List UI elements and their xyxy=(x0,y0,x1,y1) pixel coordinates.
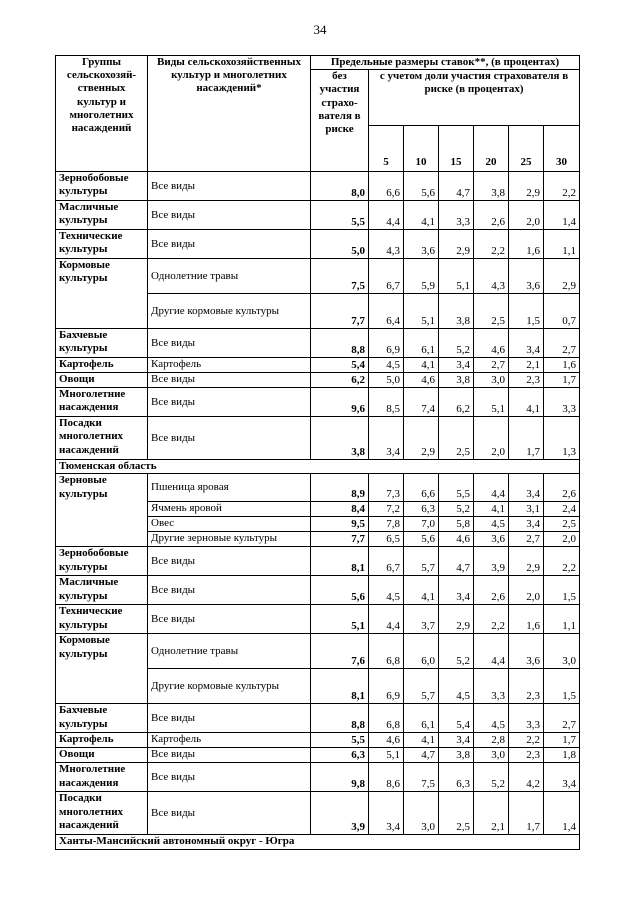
rate-share-5: 6,4 xyxy=(369,294,404,329)
table-row xyxy=(56,172,580,201)
rate-share-30: 1,5 xyxy=(544,669,580,704)
rate-share-20: 4,6 xyxy=(474,329,509,358)
rate-share-15: 3,4 xyxy=(439,576,474,605)
rate-share-10: 4,1 xyxy=(404,576,439,605)
rate-share-15: 5,4 xyxy=(439,704,474,733)
kind-name: Все виды xyxy=(148,172,311,201)
rate-share-25: 2,1 xyxy=(509,358,544,373)
kind-name: Все виды xyxy=(148,704,311,733)
rate-without-share: 8,8 xyxy=(311,329,369,358)
group-name: Картофель xyxy=(56,733,148,748)
rate-share-25: 3,3 xyxy=(509,704,544,733)
kind-name: Картофель xyxy=(148,358,311,373)
rate-without-share: 9,5 xyxy=(311,517,369,532)
header-share-25: 25 xyxy=(509,126,544,172)
rate-without-share: 7,5 xyxy=(311,259,369,294)
table-row xyxy=(56,474,580,502)
rate-share-15: 3,8 xyxy=(439,294,474,329)
rate-share-10: 5,6 xyxy=(404,172,439,201)
group-name: Зерновые культуры xyxy=(56,474,148,547)
rate-share-25: 3,4 xyxy=(509,474,544,502)
rate-share-20: 4,4 xyxy=(474,474,509,502)
kind-name: Все виды xyxy=(148,763,311,792)
rate-share-30: 2,7 xyxy=(544,329,580,358)
rate-share-5: 6,8 xyxy=(369,634,404,669)
table-body xyxy=(56,172,580,849)
rate-share-20: 4,5 xyxy=(474,517,509,532)
rate-share-30: 1,4 xyxy=(544,201,580,230)
rate-without-share: 6,2 xyxy=(311,373,369,388)
kind-name: Другие кормовые культуры xyxy=(148,669,311,704)
rate-without-share: 5,1 xyxy=(311,605,369,634)
header-share-10: 10 xyxy=(404,126,439,172)
rate-without-share: 8,8 xyxy=(311,704,369,733)
kind-name: Овес xyxy=(148,517,311,532)
group-name: Посадки многолетних насаждений xyxy=(56,792,148,835)
rate-share-15: 2,9 xyxy=(439,230,474,259)
rate-share-20: 4,4 xyxy=(474,634,509,669)
rate-share-30: 2,2 xyxy=(544,172,580,201)
rate-share-5: 4,4 xyxy=(369,605,404,634)
table-row xyxy=(56,230,580,259)
rate-without-share: 7,7 xyxy=(311,294,369,329)
rate-share-25: 3,4 xyxy=(509,329,544,358)
group-name: Масличные культуры xyxy=(56,576,148,605)
rate-share-15: 4,7 xyxy=(439,547,474,576)
rate-share-20: 4,5 xyxy=(474,704,509,733)
rate-share-15: 5,5 xyxy=(439,474,474,502)
rate-share-25: 2,9 xyxy=(509,547,544,576)
kind-name: Все виды xyxy=(148,748,311,763)
header-share-20: 20 xyxy=(474,126,509,172)
rate-without-share: 5,5 xyxy=(311,201,369,230)
rate-without-share: 9,8 xyxy=(311,763,369,792)
header-share-30: 30 xyxy=(544,126,580,172)
rate-share-15: 4,5 xyxy=(439,669,474,704)
rate-share-30: 1,7 xyxy=(544,373,580,388)
rate-share-10: 7,0 xyxy=(404,517,439,532)
rate-share-5: 5,0 xyxy=(369,373,404,388)
rate-share-15: 3,4 xyxy=(439,358,474,373)
table-row xyxy=(56,329,580,358)
rate-share-5: 3,4 xyxy=(369,417,404,460)
rate-share-25: 1,6 xyxy=(509,605,544,634)
rate-share-30: 1,4 xyxy=(544,792,580,835)
rate-without-share: 7,7 xyxy=(311,532,369,547)
rate-without-share: 5,0 xyxy=(311,230,369,259)
rate-share-30: 2,6 xyxy=(544,474,580,502)
rate-share-30: 1,1 xyxy=(544,605,580,634)
rate-share-15: 3,4 xyxy=(439,733,474,748)
rate-share-20: 3,8 xyxy=(474,172,509,201)
rate-share-15: 5,2 xyxy=(439,634,474,669)
group-name: Бахчевые культуры xyxy=(56,329,148,358)
kind-name: Все виды xyxy=(148,201,311,230)
rate-share-25: 3,6 xyxy=(509,634,544,669)
kind-name: Все виды xyxy=(148,547,311,576)
rate-share-20: 3,6 xyxy=(474,532,509,547)
kind-name: Все виды xyxy=(148,329,311,358)
group-name: Картофель xyxy=(56,358,148,373)
group-name: Кормовые культуры xyxy=(56,634,148,704)
rate-without-share: 8,1 xyxy=(311,547,369,576)
rate-share-25: 2,3 xyxy=(509,748,544,763)
kind-name: Пшеница яровая xyxy=(148,474,311,502)
rate-share-10: 2,9 xyxy=(404,417,439,460)
rate-share-30: 1,5 xyxy=(544,576,580,605)
table-row xyxy=(56,704,580,733)
rate-share-20: 2,1 xyxy=(474,792,509,835)
group-name: Многолетние насаждения xyxy=(56,763,148,792)
rate-without-share: 9,6 xyxy=(311,388,369,417)
rate-without-share: 3,9 xyxy=(311,792,369,835)
header-share-5: 5 xyxy=(369,126,404,172)
rate-share-15: 5,2 xyxy=(439,502,474,517)
rate-share-10: 4,1 xyxy=(404,358,439,373)
rate-share-10: 3,6 xyxy=(404,230,439,259)
rate-share-15: 2,5 xyxy=(439,792,474,835)
kind-name: Все виды xyxy=(148,792,311,835)
rate-share-5: 5,1 xyxy=(369,748,404,763)
rate-share-25: 1,5 xyxy=(509,294,544,329)
rate-share-25: 2,3 xyxy=(509,373,544,388)
rate-share-30: 0,7 xyxy=(544,294,580,329)
group-name: Кормовые культуры xyxy=(56,259,148,329)
kind-name: Все виды xyxy=(148,230,311,259)
rate-share-15: 4,6 xyxy=(439,532,474,547)
rate-share-15: 3,8 xyxy=(439,373,474,388)
rate-share-5: 6,7 xyxy=(369,259,404,294)
table-row xyxy=(56,763,580,792)
rate-share-25: 3,6 xyxy=(509,259,544,294)
table-row xyxy=(56,576,580,605)
rate-share-10: 3,0 xyxy=(404,792,439,835)
kind-name: Все виды xyxy=(148,373,311,388)
group-name: Технические культуры xyxy=(56,605,148,634)
rate-share-15: 3,8 xyxy=(439,748,474,763)
rate-share-25: 2,2 xyxy=(509,733,544,748)
kind-name: Все виды xyxy=(148,605,311,634)
rate-share-5: 6,7 xyxy=(369,547,404,576)
rate-share-10: 5,7 xyxy=(404,547,439,576)
rate-share-20: 2,2 xyxy=(474,605,509,634)
rate-share-20: 2,6 xyxy=(474,576,509,605)
kind-name: Все виды xyxy=(148,417,311,460)
group-name: Зернобобовые культуры xyxy=(56,547,148,576)
table-row xyxy=(56,634,580,669)
rate-share-10: 6,1 xyxy=(404,329,439,358)
rate-share-30: 1,1 xyxy=(544,230,580,259)
rate-share-25: 2,3 xyxy=(509,669,544,704)
rate-share-15: 6,3 xyxy=(439,763,474,792)
rate-share-10: 6,1 xyxy=(404,704,439,733)
rate-share-5: 6,9 xyxy=(369,329,404,358)
rate-share-5: 4,6 xyxy=(369,733,404,748)
rate-share-10: 7,4 xyxy=(404,388,439,417)
header-group: Группы сельскохозяй-ственных культур и многолетних насаждений xyxy=(56,56,148,172)
rate-without-share: 7,6 xyxy=(311,634,369,669)
kind-name: Ячмень яровой xyxy=(148,502,311,517)
rate-share-5: 3,4 xyxy=(369,792,404,835)
rate-share-30: 2,0 xyxy=(544,532,580,547)
rate-share-20: 3,0 xyxy=(474,748,509,763)
rate-share-20: 2,7 xyxy=(474,358,509,373)
rate-share-10: 4,7 xyxy=(404,748,439,763)
rate-share-20: 2,0 xyxy=(474,417,509,460)
rate-share-20: 2,8 xyxy=(474,733,509,748)
rate-share-25: 2,9 xyxy=(509,172,544,201)
rate-share-30: 1,6 xyxy=(544,358,580,373)
rate-share-20: 2,2 xyxy=(474,230,509,259)
rate-share-10: 3,7 xyxy=(404,605,439,634)
rate-share-5: 7,3 xyxy=(369,474,404,502)
rate-without-share: 5,5 xyxy=(311,733,369,748)
rate-share-5: 6,5 xyxy=(369,532,404,547)
rate-without-share: 8,0 xyxy=(311,172,369,201)
rate-share-30: 1,3 xyxy=(544,417,580,460)
rate-without-share: 6,3 xyxy=(311,748,369,763)
rate-share-15: 3,3 xyxy=(439,201,474,230)
table-row xyxy=(56,605,580,634)
group-name: Овощи xyxy=(56,748,148,763)
kind-name: Однолетние травы xyxy=(148,634,311,669)
rate-share-30: 3,4 xyxy=(544,763,580,792)
rate-share-20: 2,6 xyxy=(474,201,509,230)
header-share-15: 15 xyxy=(439,126,474,172)
table-row xyxy=(56,417,580,460)
region-row xyxy=(56,835,580,849)
rates-table xyxy=(55,55,580,850)
rate-share-15: 5,2 xyxy=(439,329,474,358)
rate-share-30: 2,4 xyxy=(544,502,580,517)
rate-share-5: 7,8 xyxy=(369,517,404,532)
rate-share-20: 4,3 xyxy=(474,259,509,294)
rate-share-5: 8,6 xyxy=(369,763,404,792)
rate-share-20: 5,2 xyxy=(474,763,509,792)
rate-share-10: 4,1 xyxy=(404,201,439,230)
table-row xyxy=(56,373,580,388)
rate-share-30: 2,2 xyxy=(544,547,580,576)
table-row xyxy=(56,388,580,417)
group-name: Масличные культуры xyxy=(56,201,148,230)
region-name: Тюменская область xyxy=(56,460,580,474)
rate-share-10: 4,1 xyxy=(404,733,439,748)
kind-name: Все виды xyxy=(148,388,311,417)
region-name: Ханты-Мансийский автономный округ - Югра xyxy=(56,835,580,849)
rate-share-15: 5,1 xyxy=(439,259,474,294)
rate-share-5: 6,9 xyxy=(369,669,404,704)
rate-share-25: 3,1 xyxy=(509,502,544,517)
table-row xyxy=(56,547,580,576)
rate-share-5: 4,5 xyxy=(369,358,404,373)
group-name: Овощи xyxy=(56,373,148,388)
rate-share-10: 6,0 xyxy=(404,634,439,669)
group-name: Технические культуры xyxy=(56,230,148,259)
rate-share-25: 1,7 xyxy=(509,792,544,835)
rate-share-5: 7,2 xyxy=(369,502,404,517)
header-with: с учетом доли участия страхователя в риске (в процентах) xyxy=(369,70,580,126)
kind-name: Однолетние травы xyxy=(148,259,311,294)
rate-without-share: 5,6 xyxy=(311,576,369,605)
group-name: Бахчевые культуры xyxy=(56,704,148,733)
kind-name: Другие кормовые культуры xyxy=(148,294,311,329)
rate-share-10: 5,9 xyxy=(404,259,439,294)
rate-without-share: 8,9 xyxy=(311,474,369,502)
rate-share-25: 3,4 xyxy=(509,517,544,532)
rate-share-5: 4,5 xyxy=(369,576,404,605)
kind-name: Картофель xyxy=(148,733,311,748)
rate-share-5: 6,6 xyxy=(369,172,404,201)
rate-share-20: 3,9 xyxy=(474,547,509,576)
group-name: Зернобобовые культуры xyxy=(56,172,148,201)
kind-name: Другие зерновые культуры xyxy=(148,532,311,547)
group-name: Многолетние насаждения xyxy=(56,388,148,417)
rate-share-30: 2,9 xyxy=(544,259,580,294)
rate-share-5: 4,3 xyxy=(369,230,404,259)
rate-without-share: 3,8 xyxy=(311,417,369,460)
page-number: 34 xyxy=(313,22,327,37)
rate-share-30: 2,7 xyxy=(544,704,580,733)
table-row xyxy=(56,358,580,373)
table-header xyxy=(56,56,580,172)
rate-share-15: 6,2 xyxy=(439,388,474,417)
rate-share-5: 4,4 xyxy=(369,201,404,230)
rate-share-20: 3,0 xyxy=(474,373,509,388)
header-kind: Виды сельскохозяйственных культур и многолетних насаждений* xyxy=(148,56,311,172)
rate-share-30: 1,8 xyxy=(544,748,580,763)
rate-share-5: 8,5 xyxy=(369,388,404,417)
rate-share-25: 1,7 xyxy=(509,417,544,460)
rate-without-share: 5,4 xyxy=(311,358,369,373)
rate-share-25: 4,1 xyxy=(509,388,544,417)
table-row xyxy=(56,792,580,835)
rate-share-15: 4,7 xyxy=(439,172,474,201)
rate-share-25: 2,0 xyxy=(509,201,544,230)
rate-share-15: 5,8 xyxy=(439,517,474,532)
table-row xyxy=(56,259,580,294)
table-row xyxy=(56,748,580,763)
table-row xyxy=(56,733,580,748)
rate-share-10: 6,3 xyxy=(404,502,439,517)
rate-without-share: 8,4 xyxy=(311,502,369,517)
rate-share-15: 2,5 xyxy=(439,417,474,460)
rate-share-20: 2,5 xyxy=(474,294,509,329)
rate-share-10: 5,1 xyxy=(404,294,439,329)
rate-share-25: 2,7 xyxy=(509,532,544,547)
header-limit: Предельные размеры ставок**, (в процентах) xyxy=(311,56,580,70)
rate-without-share: 8,1 xyxy=(311,669,369,704)
rate-share-10: 5,6 xyxy=(404,532,439,547)
rate-share-30: 3,0 xyxy=(544,634,580,669)
rate-share-10: 7,5 xyxy=(404,763,439,792)
table-row xyxy=(56,201,580,230)
rate-share-25: 4,2 xyxy=(509,763,544,792)
rate-share-5: 6,8 xyxy=(369,704,404,733)
rate-share-30: 2,5 xyxy=(544,517,580,532)
rate-share-30: 3,3 xyxy=(544,388,580,417)
rate-share-25: 1,6 xyxy=(509,230,544,259)
rate-share-15: 2,9 xyxy=(439,605,474,634)
rate-share-20: 4,1 xyxy=(474,502,509,517)
rate-share-10: 4,6 xyxy=(404,373,439,388)
rate-share-10: 5,7 xyxy=(404,669,439,704)
rate-share-30: 1,7 xyxy=(544,733,580,748)
group-name: Посадки многолетних насаждений xyxy=(56,417,148,460)
rate-share-20: 3,3 xyxy=(474,669,509,704)
rate-share-20: 5,1 xyxy=(474,388,509,417)
kind-name: Все виды xyxy=(148,576,311,605)
rate-share-25: 2,0 xyxy=(509,576,544,605)
rate-share-10: 6,6 xyxy=(404,474,439,502)
region-row xyxy=(56,460,580,474)
header-without: без участия страхо-вателя в риске xyxy=(311,70,369,172)
